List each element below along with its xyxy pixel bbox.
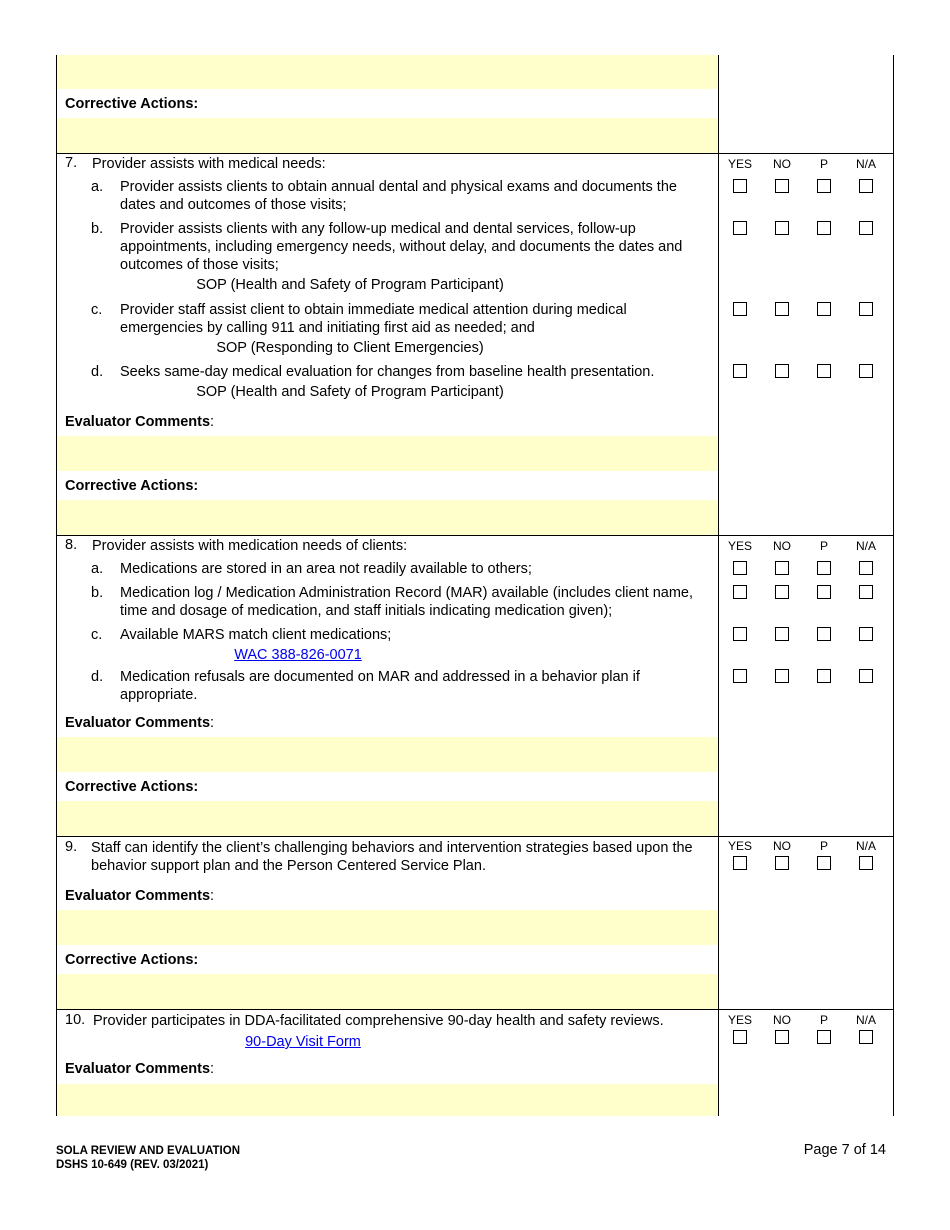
item-number: 10. [65,1012,86,1028]
corrective-actions-label-row: Corrective Actions : [56,945,894,974]
evaluator-comments-label: Evaluator Comments [65,413,211,430]
visit-form-link[interactable]: 90-Day Visit Form [245,1034,361,1050]
na-checkbox[interactable] [859,856,873,870]
partial-checkbox[interactable] [817,627,831,641]
partial-checkbox[interactable] [817,856,831,870]
answer-column-headers: YES NO P N/A [727,539,876,553]
footer-title: SOLA REVIEW AND EVALUATION [56,1145,240,1157]
yes-checkbox[interactable] [733,585,747,599]
yes-checkbox[interactable] [733,669,747,683]
corrective-actions-field[interactable] [56,118,894,153]
no-checkbox[interactable] [775,1030,789,1044]
yes-checkbox[interactable] [733,561,747,575]
partial-checkbox[interactable] [817,179,831,193]
partial-checkbox[interactable] [817,1030,831,1044]
item-10-header [56,1009,894,1054]
yes-checkbox[interactable] [733,627,747,641]
na-checkbox[interactable] [859,1030,873,1044]
partial-checkbox[interactable] [817,585,831,599]
item-7a: a. Provider assists clients to obtain annual dental and physical exams and documents the dates and outcomes of those visits; [56,176,894,218]
na-checkbox[interactable] [859,221,873,235]
corrective-actions-field[interactable] [56,974,894,1009]
evaluator-comments-field[interactable] [56,1084,894,1116]
corrective-actions-label: Corrective Actions [65,95,194,112]
item-8-header [56,535,894,558]
partial-checkbox[interactable] [817,302,831,316]
item-number: 9. [65,839,78,855]
previous-evaluator-comments-field[interactable] [56,55,894,89]
no-checkbox[interactable] [775,179,789,193]
item-7-header [56,153,894,176]
review-form [56,55,894,1116]
item-9-header [56,836,894,881]
footer-form-info [56,1144,240,1172]
footer-form-id: DSHS 10-649 (REV. 03/2021) [56,1159,209,1171]
item-8d: d. Medication refusals are documented on MAR and addressed in a behavior plan if appropriate. [56,666,894,708]
page-number: Page 7 of 14 [803,1142,886,1158]
evaluator-comments-label-row: Evaluator Comments : [56,407,894,436]
corrective-actions-label-row: Corrective Actions : [56,89,894,118]
corrective-actions-label: Corrective Actions [65,477,194,494]
evaluator-comments-label: Evaluator Comments [65,714,211,731]
evaluator-comments-label: Evaluator Comments [65,1061,211,1077]
item-number: 8. [65,537,78,553]
na-checkbox[interactable] [859,179,873,193]
corrective-actions-field[interactable] [56,500,894,535]
partial-checkbox[interactable] [817,561,831,575]
item-8c: c. Available MARS match client medications; WAC 388-826-0071 [56,624,894,666]
na-checkbox[interactable] [859,627,873,641]
no-checkbox[interactable] [775,364,789,378]
na-checkbox[interactable] [859,302,873,316]
item-text: Provider participates in DDA-facilitated comprehensive 90-day health and safety reviews. [93,1013,664,1029]
answer-column-headers: YES NO P N/A [727,157,876,171]
wac-reference-link[interactable]: WAC 388-826-0071 [234,647,362,663]
item-8a: a. Medications are stored in an area not readily available to others; [56,558,894,582]
partial-checkbox[interactable] [817,221,831,235]
na-checkbox[interactable] [859,561,873,575]
evaluator-comments-field[interactable] [56,737,894,772]
yes-checkbox[interactable] [733,856,747,870]
item-text: Provider assists with medical needs: [92,156,326,172]
corrective-actions-label: Corrective Actions [65,778,194,795]
evaluator-comments-label-row: Evaluator Comments : [56,881,894,910]
sop-reference: SOP (Health and Safety of Program Participant) [196,277,504,293]
sop-reference: SOP (Health and Safety of Program Participant) [196,384,504,400]
item-number: 7. [65,155,78,171]
answer-column-headers: YES NO P N/A [727,1013,876,1027]
corrective-actions-label-row: Corrective Actions : [56,471,894,500]
item-text: Staff can identify the client’s challenging behaviors and intervention strategies based upon the behavior support plan and the Person Centered Service Plan. [91,840,693,874]
partial-checkbox[interactable] [817,364,831,378]
evaluator-comments-label-row: Evaluator Comments : [56,708,894,737]
na-checkbox[interactable] [859,669,873,683]
na-checkbox[interactable] [859,364,873,378]
sop-reference: SOP (Responding to Client Emergencies) [216,340,484,356]
item-7b: b. Provider assists clients with any follow-up medical and dental services, follow-up appointments, including emergency needs, without delay, and documents the dates and outcomes of those visits; SOP (Health and Safety of Program Participant) [56,218,894,299]
evaluator-comments-field[interactable] [56,436,894,471]
item-8b: b. Medication log / Medication Administration Record (MAR) available (includes client name, time and dosage of medication, and staff initials indicating medication given); [56,582,894,624]
yes-checkbox[interactable] [733,302,747,316]
no-checkbox[interactable] [775,302,789,316]
item-7d: d. Seeks same-day medical evaluation for changes from baseline health presentation. SOP (Health and Safety of Program Participant) [56,361,894,407]
item-7c: c. Provider staff assist client to obtain immediate medical attention during medical emergencies by calling 911 and initiating first aid as needed; and SOP (Responding to Client Emergencies) [56,299,894,361]
no-checkbox[interactable] [775,669,789,683]
yes-checkbox[interactable] [733,179,747,193]
answer-column-headers: YES NO P N/A [727,839,876,853]
item-text: Provider assists with medication needs of clients: [92,538,408,554]
no-checkbox[interactable] [775,856,789,870]
partial-checkbox[interactable] [817,669,831,683]
no-checkbox[interactable] [775,627,789,641]
evaluator-comments-field[interactable] [56,910,894,945]
no-checkbox[interactable] [775,585,789,599]
yes-checkbox[interactable] [733,364,747,378]
na-checkbox[interactable] [859,585,873,599]
corrective-actions-label: Corrective Actions [65,951,194,968]
yes-checkbox[interactable] [733,221,747,235]
evaluator-comments-label-row: Evaluator Comments : [56,1054,894,1084]
no-checkbox[interactable] [775,221,789,235]
yes-checkbox[interactable] [733,1030,747,1044]
evaluator-comments-label: Evaluator Comments [65,887,211,904]
corrective-actions-label-row: Corrective Actions : [56,772,894,801]
no-checkbox[interactable] [775,561,789,575]
corrective-actions-field[interactable] [56,801,894,836]
